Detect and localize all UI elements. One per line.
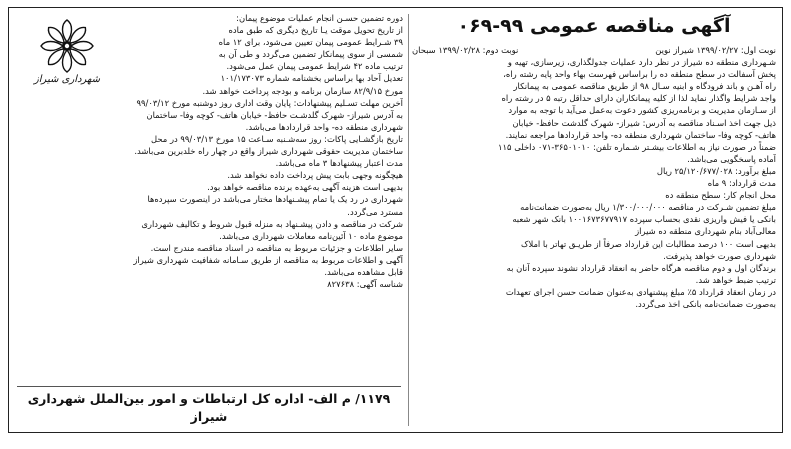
notice-text-line: شـهرداری منطقه ده شیراز در نظر دارد عملیات جدولگذاری، زیرسازی، تهیه و <box>507 57 776 68</box>
notice-text-line: مسترد می‌گردد. <box>347 206 403 217</box>
notice-text-line: آخرین مهلت تسـلیم پیشنهادات: پایان وقت اداری روز دوشنبه مورخ ۹۹/۰۳/۱۲ <box>136 97 403 108</box>
notice-text-line: واجد شرایط واگذار نماید لذا از کلیه پیمانکاران دارای حداقل رتبه ۵ در رشته راه <box>501 93 776 104</box>
notice-text-line: آماده پاسخگویی می‌باشد. <box>687 153 776 164</box>
left-column <box>15 12 403 290</box>
notice-number: ۰۶۹-۹۹ <box>457 15 524 37</box>
notice-text-line: برندگان اول و دوم مناقصه هرگاه حاضر به انعقاد قرارداد نشوند سپرده آنان به <box>506 262 776 273</box>
column-divider <box>408 14 409 426</box>
notice-title <box>412 12 776 40</box>
rounds-line <box>412 44 776 56</box>
notice-text-line: ضمناً در صورت نیاز به اطلاعات بیشـتر شـماره تلفن: ۳۶۵۰۱۰۱۰-۰۷۱ داخلی ۱۱۵ <box>498 141 776 152</box>
right-lines <box>412 56 776 310</box>
right-column <box>412 12 776 310</box>
notice-text-line: آگهی و اطلاعات مربوط به مناقصه از طریق سـامانه شفافیت شهرداری شیراز <box>133 254 403 265</box>
notice-text-line: به‌صورت ضمانت‌نامه بانکی اخذ می‌گردد. <box>635 298 776 309</box>
notice-text-line: پخش آسفالت در سطح منطقه ده را براساس فهرست بهاء واحد پایه رشته راه، <box>503 69 776 80</box>
guarantee-period-lines <box>111 12 403 72</box>
notice-text-line: به آدرس شیراز- شهرک گلدشـت حافظ- خیابان هاتف- کوچه وفا- ساختمان <box>146 109 403 120</box>
notice-text-line: هیچگونه وجهی بابت پیش پرداخت داده نخواهد شد. <box>227 170 403 181</box>
notice-text-line: معالی‌آباد بنام شهرداری منطقه ده شیراز <box>635 226 776 237</box>
notice-text-line: هاتف- کوچه وفا- ساختمان شهرداری منطقه ده- واحد قراردادها مراجعه نمایند. <box>505 129 776 140</box>
guarantee-text-line: از تاریخ تحویل موقت یـا تاریخ دیگری که طبق ماده <box>228 25 403 36</box>
guarantee-text-line: ۳۹ شـرایط عمومی پیمان تعیین می‌شود، برای ۱۲ ماه <box>218 37 403 48</box>
guarantee-text-line: دوره تضمین حسـن انجام عملیات موضوع پیمان: <box>236 13 403 23</box>
round-two: نوبت دوم: ۱۳۹۹/۰۲/۲۸ سبحان <box>412 45 519 55</box>
notice-text-line: در زمان انعقاد قرارداد ۵٪ مبلغ پیشنهادی به‌عنوان ضمانت حسن اجرای تعهدات <box>505 286 776 297</box>
notice-text-line: مدت قرارداد: ۹ ماه <box>707 178 776 189</box>
notice-text-line: شناسه آگهی: ۸۲۷۶۳۸ <box>327 279 403 290</box>
logo-text: شهرداری شیراز <box>33 74 101 85</box>
shiraz-municipality-logo <box>21 18 113 98</box>
notice-text-line: سایر اطلاعات و جزئیات مربوط به مناقصه در اسناد مناقصه مندرج است. <box>150 242 403 253</box>
notice-footer: ۱۱۷۹/ م الف- اداره کل ارتباطات و امور بین‌الملل شهرداری شیراز <box>17 386 401 426</box>
notice-text-line: محل انجام کار: سطح منطقه ده <box>665 190 776 201</box>
notice-text-line: ترتیب ضبط خواهد شد. <box>695 274 776 285</box>
tender-notice <box>8 7 783 433</box>
notice-text-line: ذیل جهت اخذ اسـناد مناقصه به آدرس: شیراز- شهرک گلدشت حافظ- خیابان <box>512 117 776 128</box>
notice-title-prefix: آگهی مناقصه عمومی <box>529 15 731 37</box>
notice-text-line: راه آهـن و باند فرودگاه و ابنیه سـال ۹۸ از طریق مناقصه عمومی به پیمانکار <box>513 81 776 92</box>
notice-text-line: شهرداری در رد یک یا تمام پیشـنهادها مختار می‌باشد در اینصورت سپرده‌ها <box>147 194 403 205</box>
round-one: نوبت اول: ۱۳۹۹/۰۲/۲۷ شیراز نوین <box>655 45 776 55</box>
flower-logo-icon <box>37 18 97 76</box>
right-body <box>412 44 776 310</box>
notice-text-line: تعدیل آحاد بها براساس بخشنامه شماره ۱۰۱/۱۷۳۰۷۳ <box>220 73 403 84</box>
notice-text-line: مدت اعتبار پیشنهادها ۳ ماه می‌باشد. <box>275 158 403 169</box>
left-lines <box>15 72 403 290</box>
notice-text-line: بدیهی است ۱۰۰ درصد مطالبات این قرارداد صرفاً از طریـق تهاتر با املاک <box>520 238 776 249</box>
notice-text-line: تاریخ بازگشـایی پاکات: روز سه‌شـنبه سـاعت ۱۵ مورخ ۹۹/۰۳/۱۳ در محل <box>151 133 403 144</box>
notice-text-line: موضوع ماده ۱۰ آئین‌نامه معاملات شهرداری می‌باشد. <box>219 230 403 241</box>
notice-text-line: شهرداری منطقه ده- واحد قراردادها می‌باشد. <box>245 121 403 132</box>
notice-text-line: ساختمان مدیریت حقوقی شهرداری شیراز واقع در چهار راه خلدبرین می‌باشد. <box>134 146 403 157</box>
notice-text-line: مبلغ تضمین شـرکت در مناقصه ۱/۳۰۰/۰۰۰/۰۰۰ ریال به‌صورت ضمانت‌نامه <box>520 202 776 213</box>
notice-text-line: قابل مشاهده می‌باشد. <box>324 266 403 277</box>
guarantee-text-line: شمسی از سوی پیمانکار تضمین می‌گردد و طی آن به <box>218 49 403 60</box>
notice-text-line: شرکت در مناقصه و دادن پیشـنهاد به منزله قبول شروط و تکالیف شهرداری <box>141 218 403 229</box>
notice-text-line: مبلغ برآورد: ۲۵/۱۲۰/۶۷۷/۰۲۸ ریال <box>656 165 776 176</box>
notice-text-line: از سـازمان مدیریت و برنامه‌ریزی کشور دعوت به‌عمل می‌آید با توجه به موارد <box>508 105 776 116</box>
notice-text-line: شهرداری صورت خواهد پذیرفت. <box>663 250 776 261</box>
notice-text-line: مورخ ۸۲/۹/۱۵ سازمان برنامه و بودجه پرداخت خواهد شد. <box>202 85 403 96</box>
notice-text-line: بدیهی است هزینه آگهی به‌عهده برنده مناقصه خواهد بود. <box>207 182 403 193</box>
notice-text-line: بانکی یا فیش واریزی نقدی بحساب سپرده ۱۰۰۱۶۷۳۶۷۷۹۱۷ بانک شهر شعبه <box>512 214 776 225</box>
guarantee-text-line: ترتیب ماده ۴۲ شرایط عمومی پیمان عمل می‌شود. <box>226 61 403 72</box>
